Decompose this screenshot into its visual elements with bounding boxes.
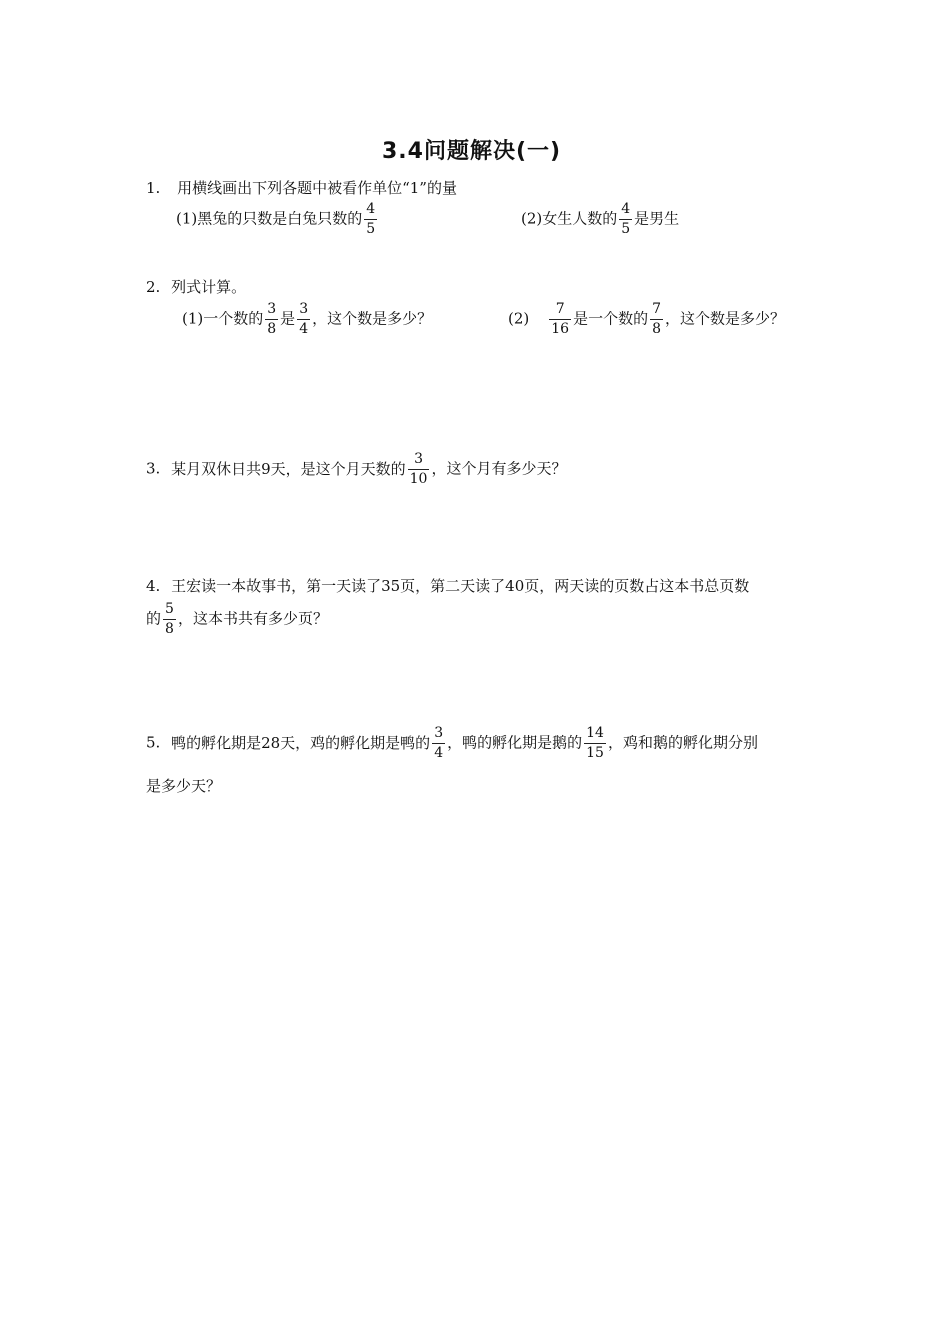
q2b-numerator-1: 7 (555, 301, 565, 317)
q2-number: 2. (146, 278, 161, 296)
q2b-fraction-1 (549, 302, 571, 337)
q2a-text: (1)一个数的 (182, 309, 264, 328)
q3-denominator: 10 (409, 471, 428, 487)
question-1 (146, 178, 457, 198)
q1b-numerator: 4 (621, 201, 631, 217)
q5-numerator-2: 14 (586, 725, 604, 741)
q3-text: 某月双休日共9天，是这个月天数的 (171, 459, 406, 478)
q3-number: 3. (146, 459, 161, 478)
q3-numerator: 3 (414, 451, 424, 467)
q2b-denominator-1: 16 (551, 321, 570, 337)
page-title: 3.4问题解决(一) (382, 139, 562, 164)
q5-text: 鸭的孵化期是28天，鸡的孵化期是鸭的 (171, 733, 431, 752)
q2a-denominator-2: 4 (299, 321, 309, 337)
q1-part-b (521, 202, 679, 237)
q2b-label: (2) (508, 309, 530, 328)
q2b-fraction-2 (650, 302, 663, 337)
q5-fraction-1 (432, 726, 445, 761)
q4-text-pre: 的 (146, 609, 162, 628)
q4-number: 4. (146, 577, 161, 595)
question-3 (146, 452, 566, 487)
q2a-text-mid: 是 (280, 309, 296, 328)
q1-text: 用横线画出下列各题中被看作单位“1”的量 (177, 179, 457, 197)
q5-numerator-1: 3 (434, 725, 444, 741)
q2a-denominator-1: 8 (267, 321, 277, 337)
q2b-denominator-2: 8 (652, 321, 662, 337)
q2a-fraction-2 (297, 302, 310, 337)
question-2 (146, 277, 246, 297)
q5-denominator-2: 15 (586, 745, 604, 761)
q1b-text: (2)女生人数的 (521, 209, 618, 228)
q1b-fraction (619, 202, 632, 237)
q2a-numerator-1: 3 (267, 301, 277, 317)
q2-text: 列式计算。 (171, 278, 247, 296)
q2a-numerator-2: 3 (299, 301, 309, 317)
q5-text-line2: 是多少天？ (146, 777, 222, 795)
q5-denominator-1: 4 (434, 745, 444, 761)
q2-part-b (508, 302, 785, 337)
q1-part-a (176, 202, 379, 237)
q3-fraction (408, 452, 430, 487)
q2b-numerator-2: 7 (652, 301, 662, 317)
q1a-numerator: 4 (366, 201, 376, 217)
q1a-fraction (364, 202, 377, 237)
q2b-text-mid: 是一个数的 (573, 309, 649, 328)
q4-text-line1: 王宏读一本故事书，第一天读了35页，第二天读了40页，两天读的页数占这本书总页数 (171, 577, 750, 595)
q1-number: 1. (146, 179, 161, 197)
q5-text-mid: ，鸭的孵化期是鹅的 (447, 733, 583, 752)
q3-text-after: ，这个月有多少天？ (431, 459, 567, 478)
question-5 (146, 726, 758, 761)
q2a-text-after: ，这个数是多少？ (312, 309, 433, 328)
q2a-fraction-1 (265, 302, 278, 337)
question-4 (146, 576, 749, 596)
question-4-line-2 (146, 602, 328, 637)
q1b-denominator: 5 (621, 221, 631, 237)
q5-fraction-2 (584, 726, 606, 761)
q1a-text: (1)黑兔的只数是白兔只数的 (176, 209, 363, 228)
q1b-text-after: 是男生 (634, 209, 680, 228)
q4-denominator: 8 (165, 621, 174, 637)
q4-text-after: ，这本书共有多少页？ (177, 609, 328, 628)
q2b-text-after: ，这个数是多少？ (665, 309, 786, 328)
q2-part-a (182, 302, 432, 337)
q4-fraction (163, 602, 176, 637)
q1a-denominator: 5 (366, 221, 376, 237)
q5-number: 5. (146, 733, 161, 752)
q4-numerator: 5 (165, 601, 174, 617)
q5-text-after: ，鸡和鹅的孵化期分别 (607, 733, 758, 752)
